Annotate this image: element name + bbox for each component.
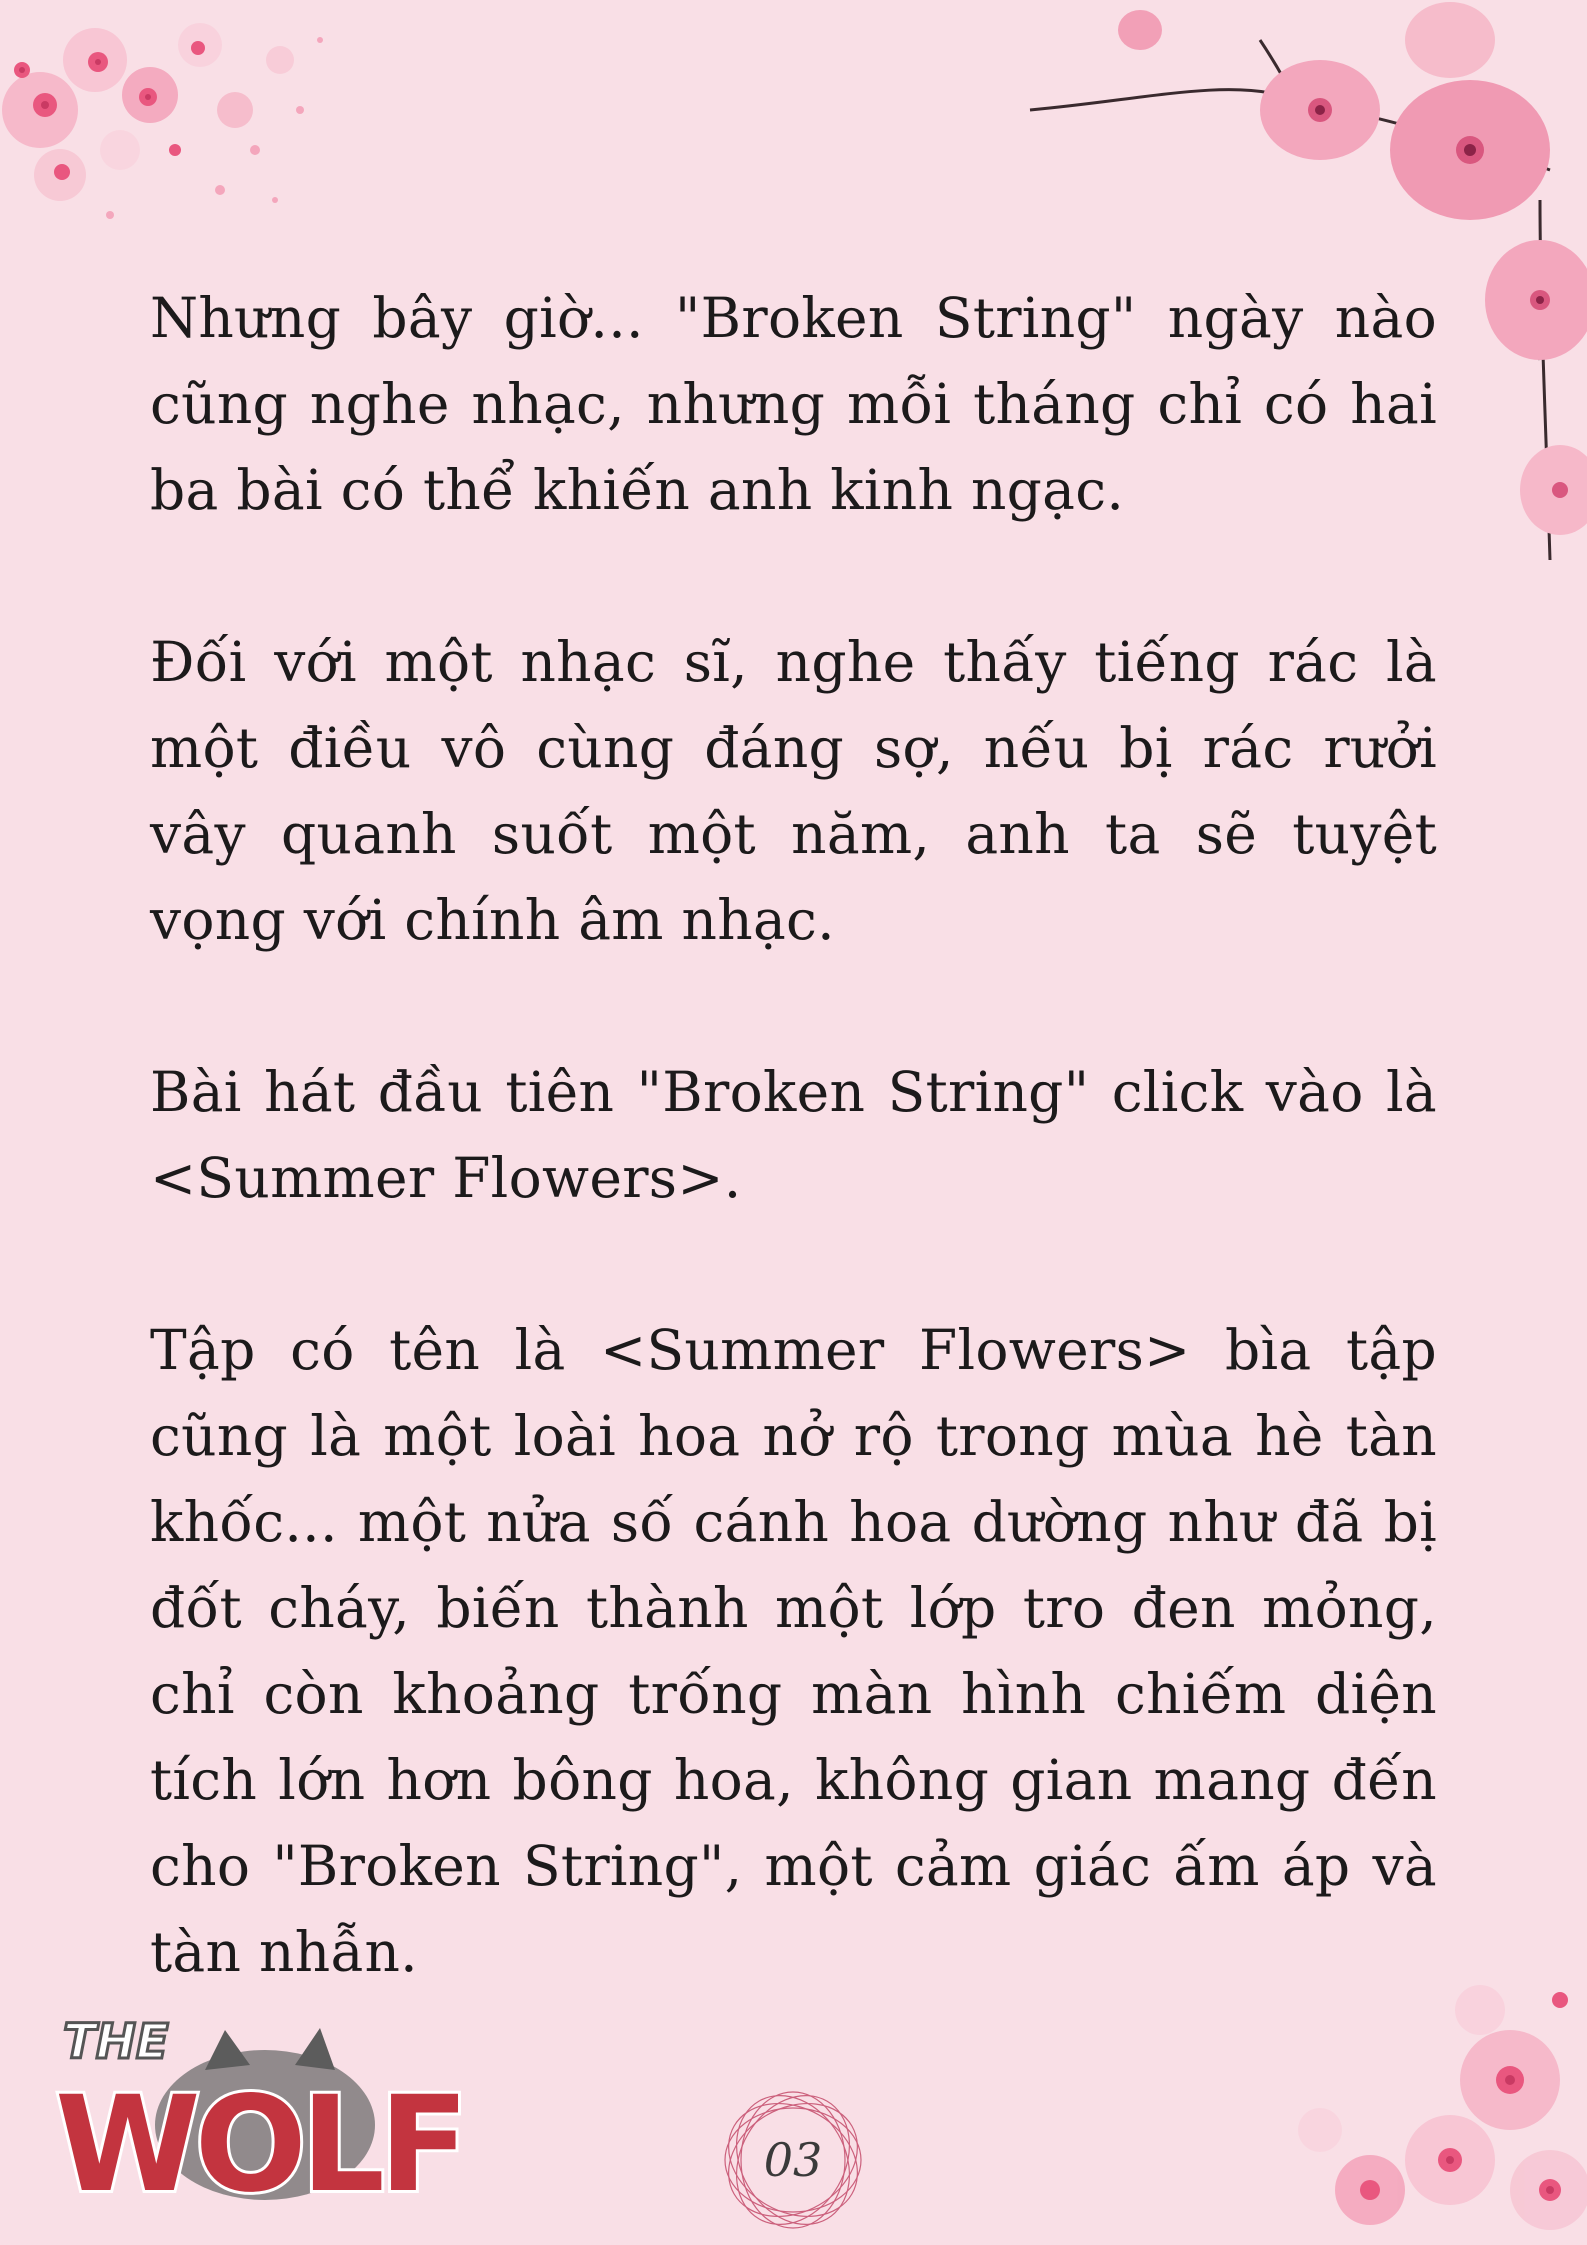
logo-main-text: WOLF bbox=[55, 2068, 464, 2220]
paragraph: Tập có tên là <Summer Flowers> bìa tập cũng là một loài hoa nở rộ trong mùa hè tàn khốc... một nửa số cánh hoa dường như đã bị đốt cháy, biến thành một lớp tro đen mỏng, chỉ còn khoảng trống màn hình chiếm diện tích lớn hơn bông hoa, không gian mang đến cho "Broken String", một cảm giác ấm áp và tàn nhẫn. bbox=[150, 1318, 1437, 1984]
page-number: 03 bbox=[763, 2133, 823, 2187]
paragraph: Nhưng bây giờ... "Broken String" ngày nào cũng nghe nhạc, nhưng mỗi tháng chỉ có hai ba bài có thể khiến anh kinh ngạc. bbox=[150, 286, 1437, 522]
paragraph: Bài hát đầu tiên "Broken String" click vào là <Summer Flowers>. bbox=[150, 1060, 1437, 1210]
story-text bbox=[150, 275, 1437, 2081]
wolf-logo bbox=[35, 2000, 555, 2220]
cherry-blossom-cluster-top-left bbox=[0, 0, 360, 260]
page-number-badge bbox=[718, 2085, 868, 2235]
wolf-logo-icon bbox=[35, 2000, 555, 2220]
paragraph: Đối với một nhạc sĩ, nghe thấy tiếng rác là một điều vô cùng đáng sợ, nếu bị rác rưởi vây quanh suốt một năm, anh ta sẽ tuyệt vọng với chính âm nhạc. bbox=[150, 630, 1437, 952]
logo-top-text: THE bbox=[63, 2014, 169, 2070]
